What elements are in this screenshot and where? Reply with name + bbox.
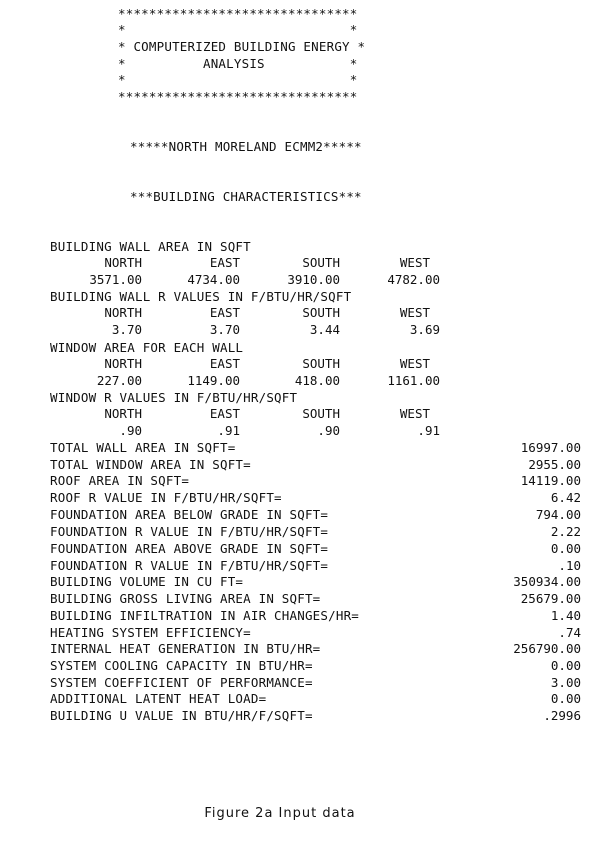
summary-value: 25679.00 <box>520 591 581 606</box>
summary-value: 0.00 <box>550 658 581 673</box>
value-cell: 3.69 <box>409 322 440 337</box>
summary-label: BUILDING VOLUME IN CU FT= <box>50 574 244 589</box>
value-cell: 3.44 <box>309 322 340 337</box>
value-cell: .90 <box>317 423 340 438</box>
project-title: *****NORTH MORELAND ECMM2***** <box>130 139 362 154</box>
value-cell: 3571.00 <box>89 272 142 287</box>
banner-line: * * <box>118 22 358 37</box>
value-cell: .90 <box>119 423 142 438</box>
figure-caption: Figure 2a Input data <box>204 806 356 821</box>
window-r-label: WINDOW R VALUES IN F/BTU/HR/SQFT <box>50 390 298 405</box>
direction-header: EAST <box>209 305 240 320</box>
value-cell: 4734.00 <box>187 272 240 287</box>
summary-label: ADDITIONAL LATENT HEAT LOAD= <box>50 691 267 706</box>
direction-header: WEST <box>399 356 430 371</box>
banner-line: ******************************* <box>118 6 358 21</box>
summary-label: BUILDING INFILTRATION IN AIR CHANGES/HR= <box>50 608 360 623</box>
value-cell: 227.00 <box>96 373 142 388</box>
summary-label: FOUNDATION AREA BELOW GRADE IN SQFT= <box>50 507 329 522</box>
banner-line: ******************************* <box>118 89 358 104</box>
summary-label: SYSTEM COOLING CAPACITY IN BTU/HR= <box>50 658 313 673</box>
direction-header: SOUTH <box>302 305 340 320</box>
direction-header: NORTH <box>104 255 142 270</box>
summary-value: .74 <box>558 625 581 640</box>
summary-label: BUILDING GROSS LIVING AREA IN SQFT= <box>50 591 321 606</box>
summary-value: 6.42 <box>550 490 581 505</box>
direction-header: NORTH <box>104 305 142 320</box>
summary-label: HEATING SYSTEM EFFICIENCY= <box>50 625 251 640</box>
value-cell: 4782.00 <box>387 272 440 287</box>
direction-header: SOUTH <box>302 255 340 270</box>
banner-line: * ANALYSIS * <box>118 56 358 71</box>
summary-label: TOTAL WINDOW AREA IN SQFT= <box>50 457 251 472</box>
summary-label: ROOF AREA IN SQFT= <box>50 473 190 488</box>
summary-value: .10 <box>558 558 581 573</box>
summary-label: FOUNDATION R VALUE IN F/BTU/HR/SQFT= <box>50 558 329 573</box>
value-cell: 3.70 <box>209 322 240 337</box>
summary-value: 1.40 <box>550 608 581 623</box>
banner-line: * * <box>118 72 358 87</box>
window-area-label: WINDOW AREA FOR EACH WALL <box>50 340 244 355</box>
summary-label: TOTAL WALL AREA IN SQFT= <box>50 440 236 455</box>
direction-header: EAST <box>209 356 240 371</box>
summary-value: 0.00 <box>550 541 581 556</box>
direction-header: NORTH <box>104 406 142 421</box>
value-cell: 3910.00 <box>287 272 340 287</box>
summary-value: 794.00 <box>535 507 581 522</box>
direction-header: WEST <box>399 305 430 320</box>
summary-label: INTERNAL HEAT GENERATION IN BTU/HR= <box>50 641 321 656</box>
direction-header: EAST <box>209 255 240 270</box>
value-cell: 418.00 <box>294 373 340 388</box>
summary-value: 0.00 <box>550 691 581 706</box>
summary-value: 14119.00 <box>520 473 581 488</box>
section-title: ***BUILDING CHARACTERISTICS*** <box>130 189 362 204</box>
summary-value: 3.00 <box>550 675 581 690</box>
direction-header: EAST <box>209 406 240 421</box>
wall-area-label: BUILDING WALL AREA IN SQFT <box>50 239 251 254</box>
banner-line: * COMPUTERIZED BUILDING ENERGY * <box>118 39 366 54</box>
value-cell: .91 <box>217 423 240 438</box>
value-cell: 1149.00 <box>187 373 240 388</box>
summary-value: 2955.00 <box>528 457 581 472</box>
wall-r-label: BUILDING WALL R VALUES IN F/BTU/HR/SQFT <box>50 289 352 304</box>
value-cell: 3.70 <box>111 322 142 337</box>
summary-value: 2.22 <box>550 524 581 539</box>
direction-header: SOUTH <box>302 356 340 371</box>
direction-header: WEST <box>399 255 430 270</box>
direction-header: SOUTH <box>302 406 340 421</box>
summary-label: SYSTEM COEFFICIENT OF PERFORMANCE= <box>50 675 313 690</box>
summary-value: 256790.00 <box>513 641 581 656</box>
summary-label: FOUNDATION AREA ABOVE GRADE IN SQFT= <box>50 541 329 556</box>
summary-value: 350934.00 <box>513 574 581 589</box>
summary-label: ROOF R VALUE IN F/BTU/HR/SQFT= <box>50 490 282 505</box>
summary-value: 16997.00 <box>520 440 581 455</box>
summary-value: .2996 <box>543 708 581 723</box>
value-cell: 1161.00 <box>387 373 440 388</box>
direction-header: NORTH <box>104 356 142 371</box>
value-cell: .91 <box>417 423 440 438</box>
summary-label: BUILDING U VALUE IN BTU/HR/F/SQFT= <box>50 708 313 723</box>
summary-label: FOUNDATION R VALUE IN F/BTU/HR/SQFT= <box>50 524 329 539</box>
direction-header: WEST <box>399 406 430 421</box>
